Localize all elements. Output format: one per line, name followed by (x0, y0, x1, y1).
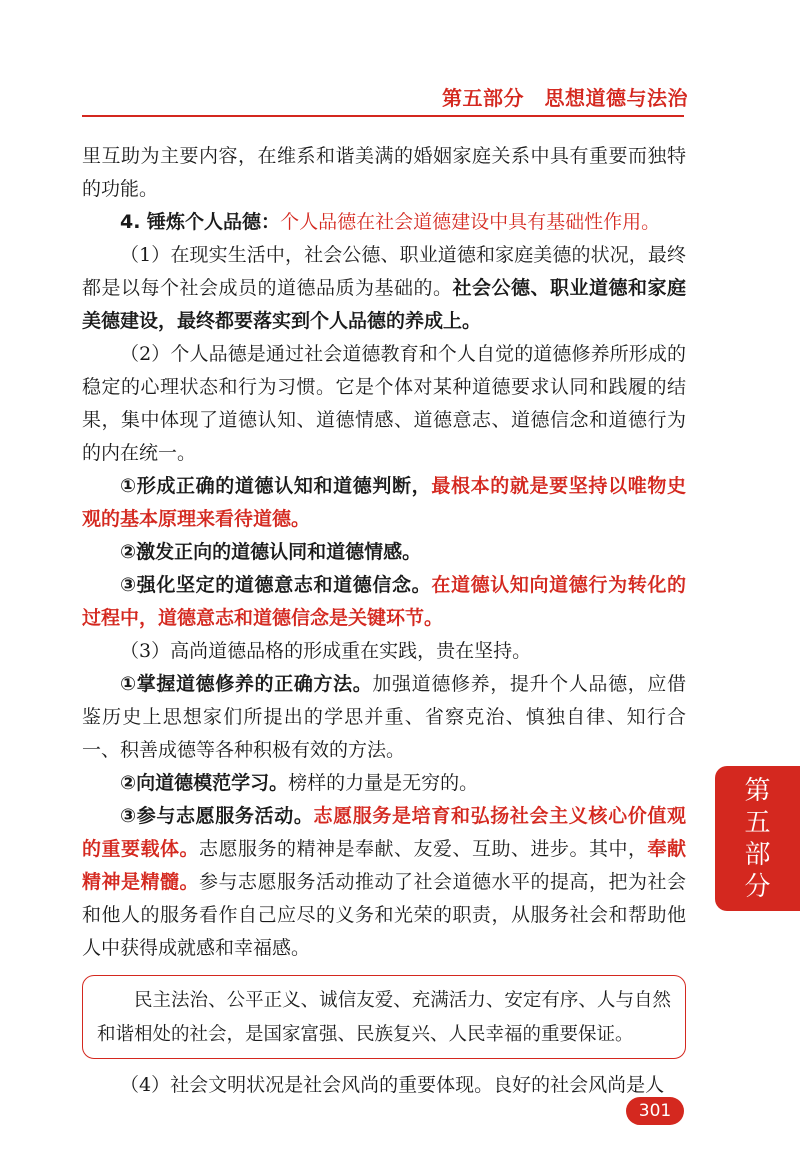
key-point: 个人品德在社会道德建设中具有基础性作用。 (280, 211, 661, 233)
point-heading: ③强化坚定的道德意志和道德信念。 (120, 574, 432, 596)
paragraph-sub-1 (82, 239, 686, 338)
paragraph-text: （1）在现实生活中，社会公德、职业道德和家庭美德的状况，最终都是以每个社会成员的道德品质为基础的。 (82, 244, 686, 299)
method-3 (82, 800, 686, 965)
method-2 (82, 767, 686, 800)
side-tab-label: 第五部分 (744, 775, 771, 902)
key-point: 志愿服务是培育和弘扬社会主义核心价值观的重要载体。 (82, 805, 686, 860)
paragraph-sub-3: （3）高尚道德品格的形成重在实践，贵在坚持。 (120, 640, 532, 662)
point-heading: ①形成正确的道德认知和道德判断， (120, 475, 432, 497)
point-1 (82, 470, 686, 536)
key-point: 社会公德、职业道德和家庭美德建设，最终都要落实到个人品德的养成上。 (82, 277, 686, 332)
header-divider (82, 115, 684, 117)
page-body (82, 140, 686, 1102)
paragraph-text: 榜样的力量是无穷的。 (288, 772, 479, 794)
paragraph-continuation: 里互助为主要内容，在维系和谐美满的婚姻家庭关系中具有重要而独特的功能。 (82, 145, 686, 200)
key-point: 最根本的就是要坚持以唯物史观的基本原理来看待道德。 (82, 475, 686, 530)
paragraph-item-4 (82, 206, 686, 239)
paragraph-text: 加强道德修养，提升个人品德，应借鉴历史上思想家们所提出的学思并重、省察克治、慎独自律、知行合一、积善成德等各种积极有效的方法。 (82, 673, 686, 761)
method-1 (82, 668, 686, 767)
key-point: 奉献精神是精髓。 (82, 838, 686, 893)
section-title: 第五部分 思想道德与法治 (442, 86, 688, 110)
point-heading: ①掌握道德修养的正确方法。 (120, 673, 373, 695)
point-heading: ③参与志愿服务活动。 (120, 805, 314, 827)
page-header (0, 0, 800, 120)
paragraph-sub-2: （2）个人品德是通过社会道德教育和个人自觉的道德修养所形成的稳定的心理状态和行为习惯。它是个体对某种道德要求认同和践履的结果，集中体现了道德认知、道德情感、道德意志、道德信念和道德行为的内在统一。 (82, 343, 686, 464)
key-point: 在道德认知向道德行为转化的过程中，道德意志和道德信念是关键环节。 (82, 574, 686, 629)
chapter-side-tab (715, 766, 800, 911)
paragraph-sub-4: （4）社会文明状况是社会风尚的重要体现。良好的社会风尚是人 (120, 1074, 665, 1096)
paragraph-text: 志愿服务的精神是奉献、友爱、互助、进步。其中， (199, 838, 648, 860)
page-number: 301 (626, 1097, 684, 1125)
point-heading: ②激发正向的道德认同和道德情感。 (120, 541, 422, 563)
point-heading: ②向道德模范学习。 (120, 772, 289, 794)
paragraph-text: 参与志愿服务活动推动了社会道德水平的提高，把为社会和他人的服务看作自己应尽的义务和光荣的职责，从服务社会和帮助他人中获得成就感和幸福感。 (82, 871, 686, 959)
note-box (82, 975, 686, 1059)
point-2 (82, 536, 686, 569)
point-3 (82, 569, 686, 635)
note-text: 民主法治、公平正义、诚信友爱、充满活力、安定有序、人与自然和谐相处的社会，是国家富强、民族复兴、人民幸福的重要保证。 (97, 990, 671, 1045)
item-heading: 4. 锤炼个人品德： (120, 211, 281, 233)
